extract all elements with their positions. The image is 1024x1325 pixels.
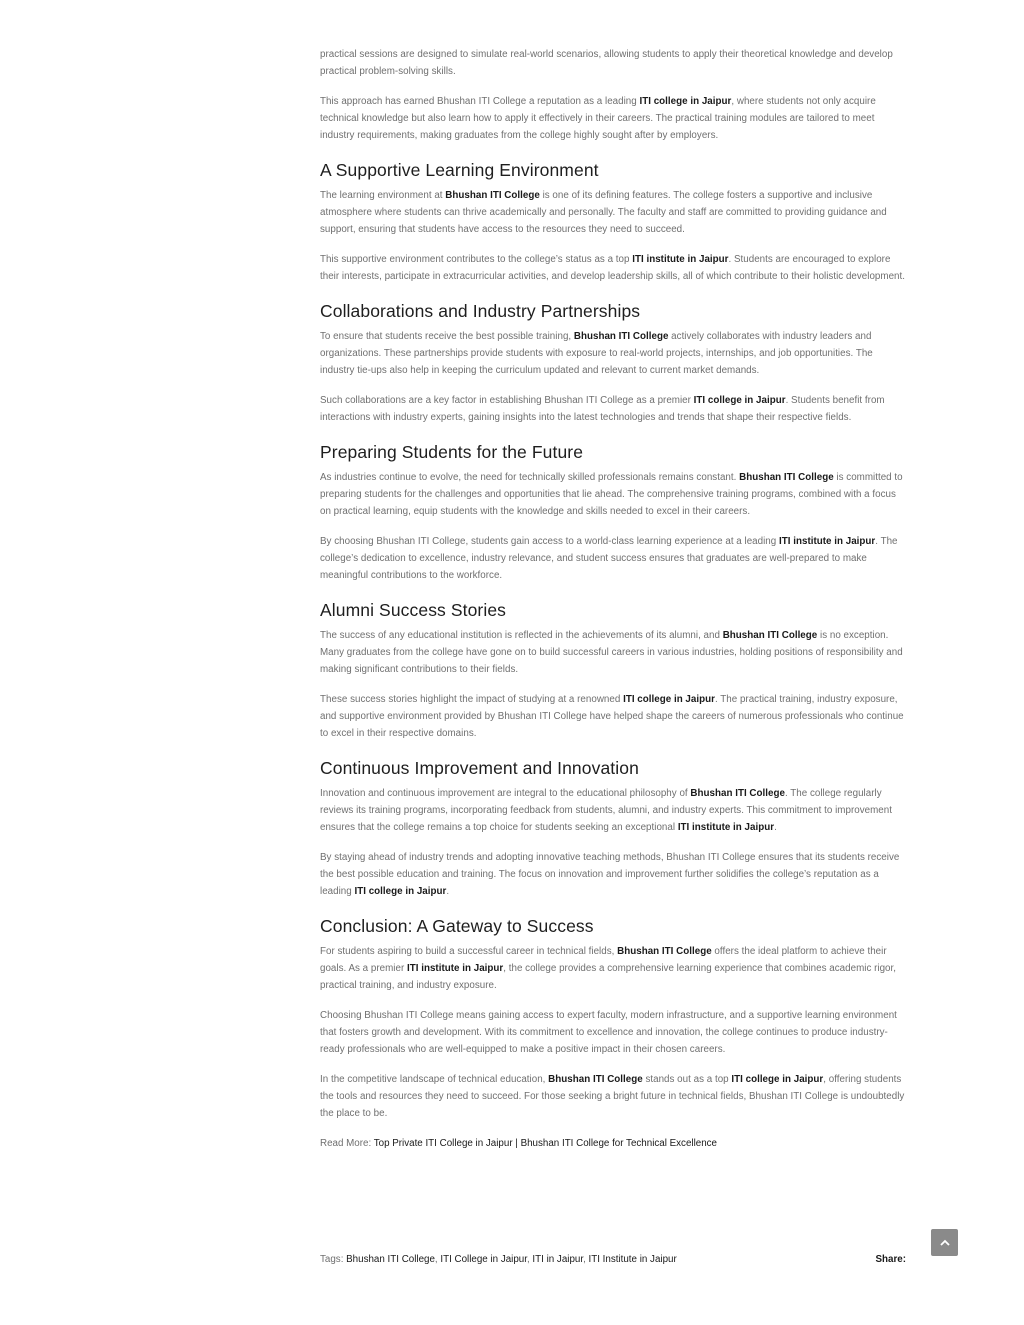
text-run: These success stories highlight the impact of studying at a renowned <box>320 694 624 705</box>
read-more <box>320 1135 905 1152</box>
bold-keyword: ITI institute in Jaipur <box>632 254 729 265</box>
text-run: . <box>446 886 450 897</box>
tag-link[interactable]: ITI Institute in Jaipur <box>588 1254 677 1265</box>
tag-link[interactable]: Bhushan ITI College <box>346 1254 435 1265</box>
text-run: This supportive environment contributes to the college’s status as a top <box>320 254 633 265</box>
bold-keyword: ITI institute in Jaipur <box>779 536 876 547</box>
text-run: The success of any educational institution is reflected in the achievements of its alumni, and <box>320 630 723 641</box>
paragraph <box>320 93 905 144</box>
bold-keyword: Bhushan ITI College <box>617 946 712 957</box>
text-run: . The college regularly reviews its training programs, incorporating feedback from students, alumni, and industry experts. This commitment to improvement ensures that the college remains a top choice for students seeking an exceptional <box>320 788 892 833</box>
section-heading-preparing-students-for-the-future: Preparing Students for the Future <box>320 442 584 462</box>
text-run: By choosing Bhushan ITI College, students gain access to a world-class learning experience at a leading <box>320 536 779 547</box>
paragraph <box>320 785 905 836</box>
text-run: is no exception. Many graduates from the college have gone on to build successful careers in various industries, holding positions of responsibility and making significant contributions to their fields. <box>320 630 903 675</box>
text-run: As industries continue to evolve, the need for technically skilled professionals remains constant. <box>320 472 740 483</box>
paragraph <box>320 849 905 900</box>
text-run: actively collaborates with industry leaders and organizations. These partnerships provide students with exposure to real-world projects, internships, and job opportunities. The industry tie-ups also help in keeping the curriculum updated and relevant to current market demands. <box>320 331 873 376</box>
chevron-up-icon <box>940 1239 950 1246</box>
paragraph <box>320 533 905 584</box>
text-run: By staying ahead of industry trends and adopting innovative teaching methods, Bhushan ITI College ensures that its students receive the best possible education and training. The focus on innovation and improvement further solidifies the college’s reputation as a leading <box>320 852 900 897</box>
tag-link[interactable]: ITI College in Jaipur <box>440 1254 527 1265</box>
bold-keyword: Bhushan ITI College <box>739 472 834 483</box>
scroll-to-top-button[interactable] <box>931 1229 958 1256</box>
bold-keyword: Bhushan ITI College <box>445 190 540 201</box>
paragraph <box>320 251 905 285</box>
paragraph <box>320 392 905 426</box>
paragraph <box>320 46 905 80</box>
paragraph <box>320 328 905 379</box>
text-run: , the college provides a comprehensive learning experience that combines academic rigor, practical training, and industry exposure. <box>320 963 897 991</box>
text-run: offers the ideal platform to achieve their goals. As a premier <box>320 946 887 974</box>
text-run: , where students not only acquire technical knowledge but also learn how to apply it effectively in their careers. The practical training modules are tailored to meet industry requirements, making graduates from the college highly sought after by employers. <box>320 96 876 141</box>
text-run: . The practical training, industry exposure, and supportive environment provided by Bhushan ITI College have helped shape the careers of numerous professionals who continue to excel in their respective domains. <box>320 694 904 739</box>
text-run: To ensure that students receive the best possible training, <box>320 331 574 342</box>
bold-keyword: ITI college in Jaipur <box>693 395 786 406</box>
bold-keyword: ITI institute in Jaipur <box>406 963 504 974</box>
paragraph <box>320 187 905 238</box>
paragraph <box>320 627 905 678</box>
section-heading-a-supportive-learning-environment: A Supportive Learning Environment <box>320 160 599 180</box>
section-heading-conclusion-a-gateway-to-success: Conclusion: A Gateway to Success <box>320 916 594 936</box>
text-run: , offering students the tools and resources they need to succeed. For those seeking a bright future in technical fields, Bhushan ITI College is undoubtedly the place to be. <box>320 1074 905 1119</box>
paragraph <box>320 1071 905 1122</box>
paragraph <box>320 1007 905 1058</box>
section-heading-alumni-success-stories: Alumni Success Stories <box>320 600 507 620</box>
text-run: Such collaborations are a key factor in establishing Bhushan ITI College as a premier <box>320 395 694 406</box>
bold-keyword: ITI college in Jaipur <box>731 1074 824 1085</box>
text-run: Choosing Bhushan ITI College means gaining access to expert faculty, modern infrastructure, and a supportive learning environment that fosters growth and development. With its commitment to excellence and innovation, the college continues to produce industry-ready professionals who are well-equipped to make a positive impact in their chosen careers. <box>320 1010 897 1055</box>
paragraph <box>320 691 905 742</box>
read-more-link[interactable]: Top Private ITI College in Jaipur | Bhushan ITI College for Technical Excellence <box>373 1138 717 1149</box>
text-run: . Students are encouraged to explore their interests, participate in extracurricular activities, and develop leadership skills, all of which contribute to their holistic development. <box>320 254 906 282</box>
tags-prefix: Tags: <box>320 1254 347 1265</box>
tag-link[interactable]: ITI in Jaipur <box>532 1254 584 1265</box>
text-run: For students aspiring to build a successful career in technical fields, <box>320 946 618 957</box>
text-run: . Students benefit from interactions with industry experts, gaining insights into the latest technologies and trends that shape their respective fields. <box>320 395 885 423</box>
read-more-prefix: Read More: <box>320 1138 374 1149</box>
tag-list <box>346 1254 677 1265</box>
article-body <box>320 46 905 1152</box>
text-run: is committed to preparing students for the challenges and opportunities that lie ahead. The comprehensive training programs, combined with a focus on practical learning, equip students with the knowledge and skills needed to excel in their careers. <box>320 472 903 517</box>
bold-keyword: Bhushan ITI College <box>690 788 785 799</box>
section-heading-collaborations-and-industry-partnerships: Collaborations and Industry Partnerships <box>320 301 641 321</box>
bold-keyword: ITI college in Jaipur <box>639 96 732 107</box>
text-run: . <box>774 822 777 833</box>
tag-separator: , <box>526 1254 533 1265</box>
text-run: Innovation and continuous improvement are integral to the educational philosophy of <box>320 788 691 799</box>
bold-keyword: Bhushan ITI College <box>722 630 818 641</box>
section-heading-continuous-improvement-and-innovation: Continuous Improvement and Innovation <box>320 758 639 778</box>
share-label: Share: <box>875 1254 906 1265</box>
tag-separator: , <box>434 1254 441 1265</box>
tags-row <box>320 1252 906 1268</box>
text-run: This approach has earned Bhushan ITI College a reputation as a leading <box>320 96 640 107</box>
paragraph <box>320 469 905 520</box>
bold-keyword: ITI college in Jaipur <box>623 694 715 705</box>
paragraph <box>320 943 905 994</box>
text-run: is one of its defining features. The college fosters a supportive and inclusive atmosphere where students can thrive academically and personally. The faculty and staff are committed to providing guidance and support, ensuring that students have access to the resources they need to succeed. <box>320 190 887 235</box>
bold-keyword: Bhushan ITI College <box>573 331 669 342</box>
text-run: practical sessions are designed to simulate real-world scenarios, allowing students to apply their theoretical knowledge and develop practical problem-solving skills. <box>320 49 893 77</box>
text-run: The learning environment at <box>320 190 446 201</box>
bold-keyword: ITI college in Jaipur <box>354 886 447 897</box>
text-run: In the competitive landscape of technical education, <box>320 1074 549 1085</box>
bold-keyword: ITI institute in Jaipur <box>677 822 775 833</box>
text-run: . The college’s dedication to excellence, industry relevance, and student success ensures that graduates are well-prepared to make meaningful contributions to the workforce. <box>320 536 898 581</box>
tag-separator: , <box>583 1254 589 1265</box>
bold-keyword: Bhushan ITI College <box>548 1074 643 1085</box>
text-run: stands out as a top <box>642 1074 732 1085</box>
